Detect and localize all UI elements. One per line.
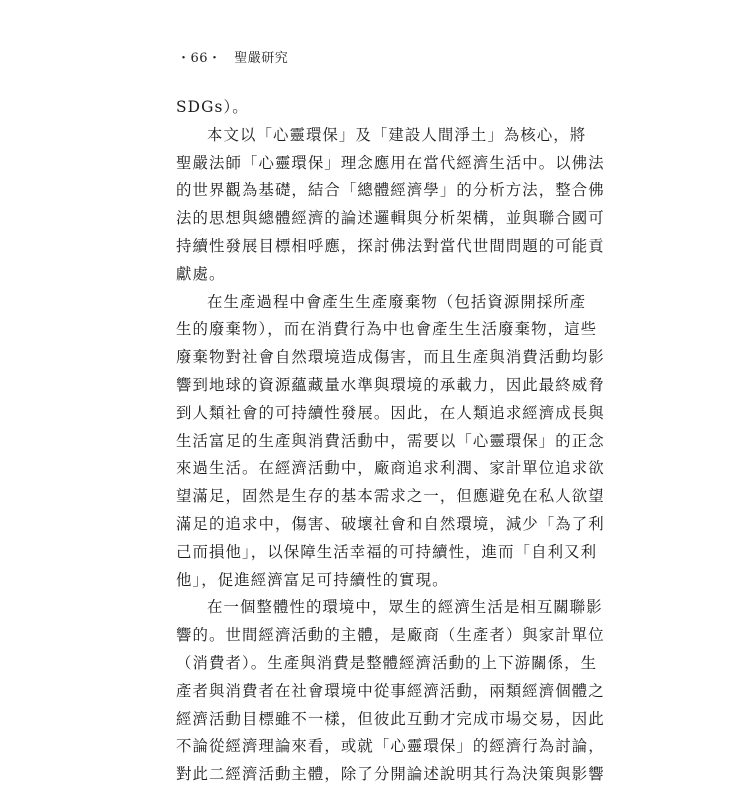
paragraph-production-consumption bbox=[176, 289, 605, 595]
text-line: （消費者）。生產與消費是整體經濟活動的上下游關係，生 bbox=[176, 653, 598, 672]
text-line: 在生產過程中會產生生產廢棄物（包括資源開採所產 bbox=[207, 292, 587, 311]
text-line: 響到地球的資源蘊藏量水準與環境的承載力，因此最終威脅 bbox=[176, 375, 605, 394]
text-line: 響的。世間經濟活動的主體，是廠商（生產者）與家計單位 bbox=[176, 626, 605, 645]
running-header bbox=[177, 47, 288, 66]
text-line: 聖嚴法師「心靈環保」理念應用在當代經濟生活中。以佛法 bbox=[176, 153, 605, 172]
text-line: SDGs）。 bbox=[176, 98, 249, 116]
text-line: 在一個整體性的環境中，眾生的經濟生活是相互關聯影 bbox=[207, 598, 603, 617]
text-line: 滿足的追求中，傷害、破壞社會和自然環境，減少「為了利 bbox=[176, 514, 605, 533]
page-number: ・66・ bbox=[177, 51, 222, 66]
text-line: 到人類社會的可持續性發展。因此，在人類追求經濟成長與 bbox=[176, 403, 605, 422]
text-line: 獻處。 bbox=[176, 264, 226, 283]
paragraph-continuation bbox=[176, 94, 572, 122]
text-line: 他」，促進經濟富足可持續性的實現。 bbox=[176, 570, 449, 589]
text-line: 望滿足，固然是生存的基本需求之一，但應避免在私人欲望 bbox=[176, 487, 605, 506]
text-line: 對此二經濟活動主體，除了分開論述說明其行為決策與影響 bbox=[176, 765, 605, 784]
text-line: 生的廢棄物），而在消費行為中也會產生生活廢棄物，這些 bbox=[176, 320, 598, 339]
text-line: 持續性發展目標相呼應，探討佛法對當代世間問題的可能貢 bbox=[176, 236, 605, 255]
text-line: 生活富足的生產與消費活動中，需要以「心靈環保」的正念 bbox=[176, 431, 605, 450]
paragraph-economic-agents bbox=[176, 594, 605, 789]
text-line: 經濟活動目標雖不一樣，但彼此互動才完成市場交易，因此 bbox=[176, 709, 605, 728]
paragraph-intro bbox=[176, 122, 605, 289]
text-line: 不論從經濟理論來看，或就「心靈環保」的經濟行為討論， bbox=[176, 737, 605, 756]
book-title: 聖嚴研究 bbox=[234, 51, 289, 66]
text-line: 己而損他」，以保障生活幸福的可持續性，進而「自利又利 bbox=[176, 542, 598, 561]
text-line: 的世界觀為基礎，結合「總體經濟學」的分析方法，整合佛 bbox=[176, 181, 605, 200]
text-line: 廢棄物對社會自然環境造成傷害，而且生產與消費活動均影 bbox=[176, 348, 605, 367]
text-line: 產者與消費者在社會環境中從事經濟活動，兩類經濟個體之 bbox=[176, 681, 605, 700]
body-text bbox=[176, 94, 605, 789]
text-line: 來過生活。在經濟活動中，廠商追求利潤、家計單位追求欲 bbox=[176, 459, 605, 478]
text-line: 本文以「心靈環保」及「建設人間淨土」為核心，將 bbox=[207, 125, 587, 144]
text-line: 法的思想與總體經濟的論述邏輯與分析架構，並與聯合國可 bbox=[176, 209, 605, 228]
